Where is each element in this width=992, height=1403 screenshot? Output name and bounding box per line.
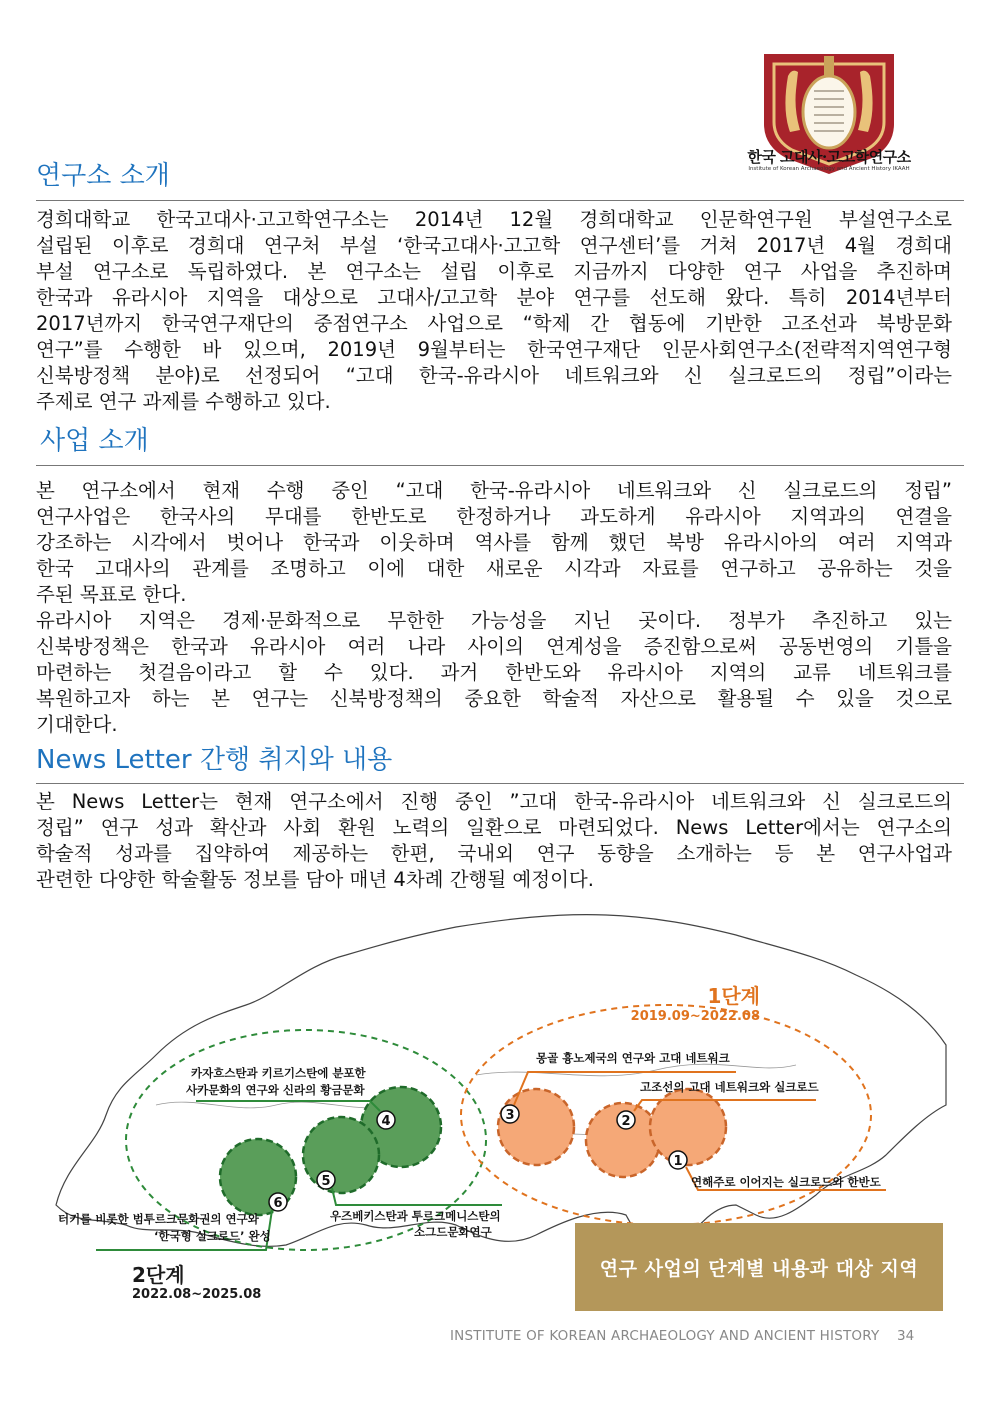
text-line: 주된 목표로 한다.	[36, 583, 187, 606]
section-title-project: 사업 소개	[40, 426, 149, 456]
section-body-newsletter	[36, 789, 952, 893]
text-line: 신북방정책 분야)로 선정되어 “고대 한국-유라시아 네트워크와 신 실크로드의 정립”이라는	[36, 364, 952, 387]
region-5-circle	[303, 1117, 379, 1193]
section-title-intro: 연구소 소개	[36, 161, 170, 191]
stage2-title: 2단계	[132, 1263, 185, 1287]
label-region-2: 고조선의 고대 네트워크와 실크로드	[640, 1080, 819, 1094]
region-number-1: 1	[673, 1154, 683, 1169]
label-region-6-line2: ‘한국형 실크로드’ 완성	[154, 1229, 271, 1243]
institute-subtitle: Institute of Korean Archaeology and Ancient History IKAAH	[748, 166, 910, 172]
text-line: 설립된 이후로 경희대 연구처 부설 ‘한국고대사·고고학 연구센터’를 거쳐 2017년 4월 경희대	[36, 234, 952, 257]
page-number: 34	[897, 1328, 915, 1344]
institute-name: 한국 고대사·고고학연구소	[747, 148, 911, 166]
text-line: 관련한 다양한 학술활동 정보를 담아 매년 4차례 간행될 예정이다.	[36, 868, 594, 891]
region-number-6: 6	[273, 1196, 283, 1211]
text-line: 부설 연구소로 독립하였다. 본 연구소는 설립 이후로 지금까지 다양한 연구 사업을 추진하며	[36, 260, 952, 283]
region-number-4: 4	[381, 1114, 391, 1129]
label-region-3: 몽골 흉노제국의 연구와 고대 네트워크	[536, 1051, 730, 1065]
region-number-5: 5	[321, 1174, 331, 1189]
text-line: 유라시아 지역은 경제·문화적으로 무한한 가능성을 지닌 곳이다. 정부가 추진하고 있는	[36, 609, 952, 632]
label-region-4-line2: 사카문화의 연구와 신라의 황금문화	[186, 1083, 365, 1097]
section-title-newsletter: News Letter 간행 취지와 내용	[36, 745, 393, 775]
text-line: 복원하고자 하는 본 연구는 신북방정책의 중요한 학술적 자산으로 활용될 수 있을 것으로	[36, 687, 952, 710]
text-line: 본 연구소에서 현재 수행 중인 “고대 한국-유라시아 네트워크와 신 실크로드의 정립”	[36, 479, 952, 502]
label-region-1: 연해주로 이어지는 실크로드와 한반도	[691, 1175, 881, 1189]
region-number-2: 2	[621, 1114, 631, 1129]
label-region-5-line1: 우즈베키스탄과 투르크메니스탄의	[330, 1209, 501, 1223]
map-caption: 연구 사업의 단계별 내용과 대상 지역	[599, 1257, 919, 1280]
stage1-period: 2019.09~2022.08	[630, 1009, 760, 1024]
text-line: 연구사업은 한국사의 무대를 한반도로 한정하거나 과도하게 유라시아 지역과의 연결을	[36, 505, 952, 528]
text-line: 본 News Letter는 현재 연구소에서 진행 중인 ”고대 한국-유라시아 네트워크와 신 실크로드의	[36, 790, 952, 813]
section-body-project	[36, 478, 952, 738]
text-line: 경희대학교 한국고대사·고고학연구소는 2014년 12월 경희대학교 인문학연구원 부설연구소로	[36, 208, 952, 231]
text-line: 2017년까지 한국연구재단의 중점연구소 사업으로 “학제 간 협동에 기반한 고조선과 북방문화	[36, 312, 952, 335]
text-line: 연구”를 수행한 바 있으며, 2019년 9월부터는 한국연구재단 인문사회연구소(전략적지역연구형	[36, 338, 952, 361]
stage2-period: 2022.08~2025.08	[132, 1287, 262, 1302]
section-divider	[36, 783, 964, 784]
text-line: 주제로 연구 과제를 수행하고 있다.	[36, 390, 331, 413]
region-number-3: 3	[505, 1108, 515, 1123]
label-region-6-line1: 터키를 비롯한 범투르크문화권의 연구와	[58, 1212, 259, 1226]
text-line: 강조하는 시각에서 벗어나 한국과 이웃하며 역사를 함께 했던 북방 유라시아의 여러 지역과	[36, 531, 952, 554]
stage1-title: 1단계	[707, 984, 760, 1008]
text-line: 정립” 연구 성과 확산과 사회 환원 노력의 일환으로 마련되었다. News Letter에서는 연구소의	[36, 816, 952, 839]
text-line: 학술적 성과를 집약하여 제공하는 한편, 국내외 연구 동향을 소개하는 등 본 연구사업과	[36, 842, 952, 865]
text-line: 한국 고대사의 관계를 조명하고 이에 대한 새로운 시각과 자료를 연구하고 공유하는 것을	[36, 557, 952, 580]
label-region-5-line2: 소그드문화연구	[414, 1225, 492, 1239]
map-caption-box	[575, 1223, 943, 1311]
region-3-circle	[498, 1089, 574, 1165]
section-divider	[36, 200, 964, 201]
text-line: 신북방정책은 한국과 유라시아 여러 나라 사이의 연계성을 증진함으로써 공동번영의 기틀을	[36, 635, 952, 658]
section-divider	[36, 465, 964, 466]
label-region-4-line1: 카자흐스탄과 키르기스탄에 분포한	[191, 1066, 366, 1080]
section-body-intro	[36, 207, 952, 415]
text-line: 한국과 유라시아 지역을 대상으로 고대사/고고학 분야 연구를 선도해 왔다. 특히 2014년부터	[36, 286, 952, 309]
footer-text: INSTITUTE OF KOREAN ARCHAEOLOGY AND ANCIENT HISTORY	[450, 1328, 880, 1344]
text-line: 기대한다.	[36, 713, 118, 736]
text-line: 마련하는 첫걸음이라고 할 수 있다. 과거 한반도와 유라시아 지역의 교류 네트워크를	[36, 661, 952, 684]
